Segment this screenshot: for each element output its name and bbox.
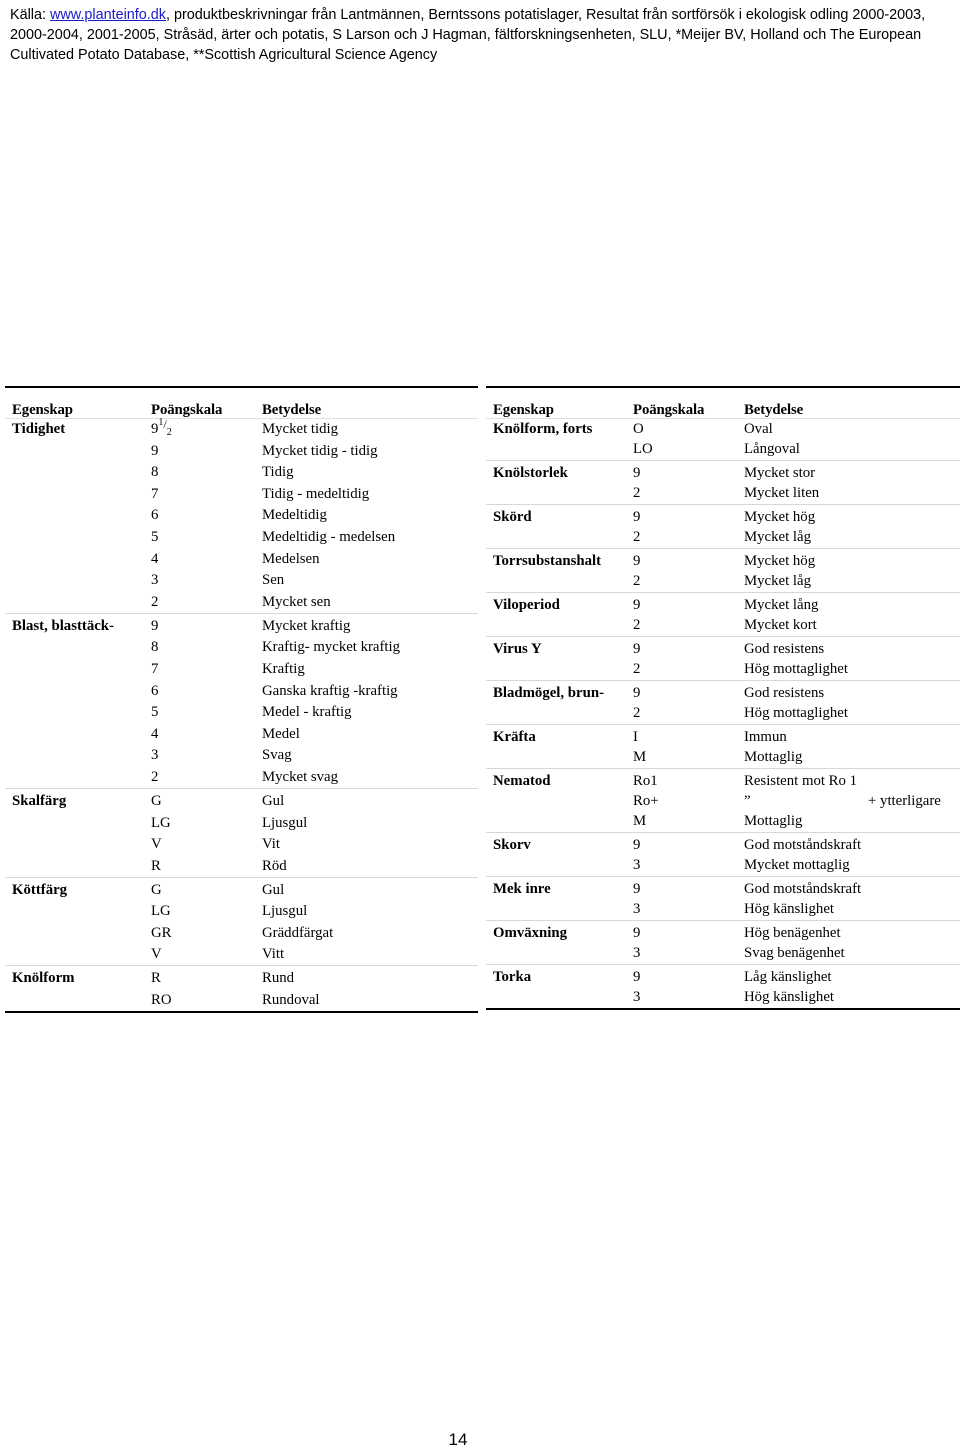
property-group xyxy=(486,419,960,461)
property-name: Skalfärg xyxy=(12,792,67,809)
property-name: Torka xyxy=(493,969,532,985)
meaning-value: Mycket kraftig xyxy=(262,617,351,634)
meaning-value: Röd xyxy=(262,857,287,874)
meaning-value: Mycket hög xyxy=(744,509,816,525)
scale-text: 2 xyxy=(151,768,159,785)
table-row xyxy=(5,923,478,943)
scale-text: 9 xyxy=(633,509,641,525)
source-note xyxy=(10,5,945,65)
meaning-value: Sen xyxy=(262,572,285,589)
property-name: Torrsubstanshalt xyxy=(493,553,601,569)
header-scale: Poängskala xyxy=(633,402,705,418)
table-row xyxy=(5,944,478,964)
meaning-value: Immun xyxy=(744,729,787,745)
scale-text: 2 xyxy=(633,485,641,501)
meaning-value: Mycket låg xyxy=(744,573,811,589)
scale-text: 9 xyxy=(633,881,641,897)
meaning-value: Hög känslighet xyxy=(744,901,835,917)
scale-text: G xyxy=(151,881,162,898)
table-row xyxy=(5,702,478,722)
scale-value xyxy=(151,923,172,943)
scale-text: 3 xyxy=(633,989,641,1005)
scale-value xyxy=(633,483,640,503)
scale-text: 7 xyxy=(151,485,159,502)
meaning-value: Mycket låg xyxy=(744,529,811,545)
table-row xyxy=(5,441,478,461)
table-row xyxy=(5,592,478,612)
scale-text: R xyxy=(151,970,161,987)
meaning-value: Gräddfärgat xyxy=(262,924,334,941)
property-name: Tidighet xyxy=(12,421,66,437)
meaning-value: Gul xyxy=(262,792,285,809)
table-row xyxy=(486,439,960,459)
property-group xyxy=(486,549,960,593)
meaning-value: Mycket lång xyxy=(744,597,819,613)
meaning-value: Tidig xyxy=(262,464,294,481)
scale-text: 9 xyxy=(633,465,641,481)
meaning-value: Gul xyxy=(262,881,285,898)
scale-value xyxy=(151,527,158,547)
scale-text: V xyxy=(151,836,162,853)
property-name: Mek inre xyxy=(493,881,551,897)
meaning-value: Mycket sen xyxy=(262,593,331,610)
property-group xyxy=(486,681,960,725)
scale-value xyxy=(633,835,640,855)
meaning-value: Mycket tidig xyxy=(262,421,339,437)
meaning-value: Mycket tidig - tidig xyxy=(262,442,378,459)
scale-text: I xyxy=(633,729,638,745)
scale-text: 9 xyxy=(633,837,641,853)
property-group xyxy=(486,725,960,769)
property-table-right xyxy=(486,386,960,1010)
property-group xyxy=(486,921,960,965)
table-row xyxy=(5,813,478,833)
scale-value xyxy=(151,813,171,833)
meaning-value: Långoval xyxy=(744,441,800,457)
table-row xyxy=(5,791,478,811)
fraction-slash: / xyxy=(163,417,167,431)
property-group xyxy=(486,833,960,877)
scale-value xyxy=(151,592,158,612)
meaning-value: Hög känslighet xyxy=(744,989,835,1005)
table-row xyxy=(5,527,478,547)
scale-value xyxy=(151,856,161,876)
meaning-value: God motståndskraft xyxy=(744,881,862,897)
meaning-value: Svag xyxy=(262,747,292,764)
scale-text: 2 xyxy=(633,661,641,677)
table-body xyxy=(5,419,478,1013)
property-group xyxy=(486,505,960,549)
property-group xyxy=(5,878,478,967)
property-name: Skorv xyxy=(493,837,531,853)
scale-value xyxy=(151,880,162,900)
table-header xyxy=(5,386,478,419)
meaning-value: Kraftig- mycket kraftig xyxy=(262,639,401,656)
scale-text: O xyxy=(633,421,644,437)
property-name: Viloperiod xyxy=(493,597,560,613)
property-table-left xyxy=(5,386,478,1013)
scale-value xyxy=(633,811,646,831)
scale-text: G xyxy=(151,792,162,809)
table-row xyxy=(486,967,960,987)
table-row xyxy=(5,484,478,504)
scale-value xyxy=(151,702,158,722)
meaning-value: Kraftig xyxy=(262,660,305,677)
scale-value xyxy=(633,747,646,767)
header-meaning: Betydelse xyxy=(744,402,804,418)
meaning-value: Rund xyxy=(262,970,295,987)
scale-value xyxy=(151,745,158,765)
scale-text: 7 xyxy=(151,660,159,677)
table-row xyxy=(486,943,960,963)
meaning-value: Rundoval xyxy=(262,992,320,1009)
meaning-value: Mycket mottaglig xyxy=(744,857,850,873)
scale-value xyxy=(151,549,158,569)
scale-text: 2 xyxy=(633,705,641,721)
scale-value xyxy=(633,507,640,527)
property-name: Blast, blasttäck- xyxy=(12,617,114,634)
table-row xyxy=(5,880,478,900)
scale-text: 9 xyxy=(633,685,641,701)
property-name: Virus Y xyxy=(493,641,542,657)
table-row xyxy=(486,507,960,527)
scale-value xyxy=(633,419,644,439)
meaning-value: Vitt xyxy=(262,946,285,963)
table-row xyxy=(5,968,478,988)
table-row xyxy=(5,616,478,636)
scale-text: Ro+ xyxy=(633,793,659,809)
header-meaning: Betydelse xyxy=(262,402,322,418)
scale-value xyxy=(151,505,158,525)
table-row xyxy=(486,595,960,615)
meaning-value: Mottaglig xyxy=(744,749,803,765)
scale-text: 6 xyxy=(151,507,159,524)
property-group xyxy=(486,593,960,637)
scale-value xyxy=(151,441,158,461)
table-row xyxy=(5,462,478,482)
scale-text: Ro1 xyxy=(633,773,658,789)
scale-text: 8 xyxy=(151,464,159,481)
scale-text: 3 xyxy=(633,901,641,917)
property-group xyxy=(5,966,478,1013)
scale-value xyxy=(151,968,161,988)
scale-value xyxy=(633,791,659,811)
scale-value xyxy=(633,987,640,1007)
scale-value xyxy=(151,484,158,504)
header-property: Egenskap xyxy=(12,402,73,418)
table-row xyxy=(486,551,960,571)
meaning-value: Hög benägenhet xyxy=(744,925,841,941)
table-row xyxy=(5,745,478,765)
table-row xyxy=(486,615,960,635)
scale-value xyxy=(633,463,640,483)
table-row xyxy=(5,856,478,876)
scale-value xyxy=(151,570,158,590)
scale-text: R xyxy=(151,857,161,874)
meaning-value: Svag benägenhet xyxy=(744,945,845,961)
scale-text: M xyxy=(633,749,647,765)
meaning-value: Vit xyxy=(262,836,281,853)
scale-value xyxy=(633,595,640,615)
scale-value xyxy=(151,990,172,1010)
scale-value xyxy=(151,659,158,679)
table-row xyxy=(486,419,960,439)
scale-text: 9 xyxy=(633,969,641,985)
scale-text: 9 xyxy=(151,442,159,459)
meaning-value: Oval xyxy=(744,421,773,437)
scale-text: 9 xyxy=(633,925,641,941)
meaning-value: God resistens xyxy=(744,641,825,657)
scale-text: GR xyxy=(151,924,172,941)
scale-text: LO xyxy=(633,441,653,457)
table-header xyxy=(486,386,960,419)
scale-text: V xyxy=(151,946,162,963)
meaning-value: Hög mottaglighet xyxy=(744,661,848,677)
meaning-value: Mottaglig xyxy=(744,813,803,829)
scale-text: 4 xyxy=(151,725,159,742)
meaning-value: Ljusgul xyxy=(262,814,308,831)
scale-value xyxy=(151,462,158,482)
table-row xyxy=(5,637,478,657)
scale-value xyxy=(633,683,640,703)
table-row xyxy=(486,987,960,1007)
scale-value xyxy=(633,855,640,875)
meaning-value: Låg känslighet xyxy=(744,969,832,985)
scale-text: 2 xyxy=(633,529,641,545)
scale-value xyxy=(151,767,158,787)
table-row xyxy=(486,791,960,811)
table-row xyxy=(486,835,960,855)
meaning-value: Mycket hög xyxy=(744,553,816,569)
property-name: Knölform, forts xyxy=(493,421,593,437)
table-row xyxy=(486,483,960,503)
table-row xyxy=(5,901,478,921)
property-name: Köttfärg xyxy=(12,881,68,898)
scale-text: 4 xyxy=(151,550,159,567)
meaning-value: Medel xyxy=(262,725,300,742)
property-group xyxy=(486,965,960,1010)
scale-value xyxy=(633,527,640,547)
table-row xyxy=(486,463,960,483)
table-row xyxy=(5,834,478,854)
scale-value xyxy=(151,944,162,964)
scale-text: 9 xyxy=(151,617,159,634)
meaning-value: ” xyxy=(744,793,751,809)
scale-value xyxy=(633,771,658,791)
meaning-value: Medelsen xyxy=(262,550,320,567)
meaning-value: God motståndskraft xyxy=(744,837,862,853)
property-group xyxy=(486,877,960,921)
scale-value xyxy=(633,659,640,679)
scale-text: 5 xyxy=(151,528,159,545)
scale-text: 2 xyxy=(633,573,641,589)
table-row xyxy=(486,923,960,943)
scale-text: LG xyxy=(151,903,171,920)
scale-text: 9 xyxy=(633,641,641,657)
meaning-extra: + ytterligare xyxy=(868,793,941,809)
property-name: Knölstorlek xyxy=(493,465,568,481)
header-scale: Poängskala xyxy=(151,402,223,418)
property-group xyxy=(5,614,478,789)
property-group xyxy=(5,789,478,878)
scale-value xyxy=(151,901,171,921)
scale-text: 9 xyxy=(633,553,641,569)
source-prefix: Källa: xyxy=(10,7,50,23)
scale-value xyxy=(151,834,162,854)
scale-value xyxy=(633,703,640,723)
table-row xyxy=(5,570,478,590)
property-name: Kräfta xyxy=(493,729,536,745)
scale-text: 3 xyxy=(151,747,159,764)
table-row xyxy=(486,811,960,831)
table-row xyxy=(5,767,478,787)
scale-text: 8 xyxy=(151,639,159,656)
fraction-numerator: 1 xyxy=(158,417,164,428)
table-row xyxy=(486,855,960,875)
property-group xyxy=(486,461,960,505)
source-link[interactable]: www.planteinfo.dk xyxy=(50,7,166,23)
table-row xyxy=(486,899,960,919)
scale-text: 2 xyxy=(151,593,159,610)
property-name: Nematod xyxy=(493,773,551,789)
table-row xyxy=(486,879,960,899)
meaning-value: Ganska kraftig -kraftig xyxy=(262,682,398,699)
table-row xyxy=(486,727,960,747)
property-group xyxy=(486,637,960,681)
fraction-denominator: 2 xyxy=(166,427,172,438)
scale-value xyxy=(633,727,638,747)
scale-text: 3 xyxy=(151,572,159,589)
table-row xyxy=(5,549,478,569)
table-row xyxy=(5,681,478,701)
property-name: Knölform xyxy=(12,970,75,987)
scale-value xyxy=(633,899,640,919)
table-row xyxy=(5,505,478,525)
scale-text: M xyxy=(633,813,647,829)
table-row xyxy=(486,683,960,703)
meaning-value: Mycket svag xyxy=(262,768,339,785)
meaning-value: Medeltidig - medelsen xyxy=(262,528,396,545)
scale-text: RO xyxy=(151,992,172,1009)
property-name: Omväxning xyxy=(493,925,567,941)
scale-text: 3 xyxy=(633,857,641,873)
scale-value xyxy=(633,967,640,987)
scale-text: 9 xyxy=(633,597,641,613)
scale-value xyxy=(633,923,640,943)
scale-value xyxy=(151,681,158,701)
meaning-value: Mycket stor xyxy=(744,465,816,481)
scale-value xyxy=(633,943,640,963)
scale-value xyxy=(151,724,158,744)
scale-value xyxy=(633,879,640,899)
property-name: Bladmögel, brun- xyxy=(493,685,604,701)
meaning-value: Mycket kort xyxy=(744,617,817,633)
table-row xyxy=(5,419,478,439)
table-row xyxy=(5,724,478,744)
page-number: 14 xyxy=(448,1430,468,1449)
scale-value xyxy=(151,791,162,811)
table-row xyxy=(486,771,960,791)
scale-text: 9 xyxy=(151,421,159,437)
meaning-value: Resistent mot Ro 1 xyxy=(744,773,858,789)
scale-text: 6 xyxy=(151,682,159,699)
meaning-value: Medeltidig xyxy=(262,507,327,524)
table-row xyxy=(486,639,960,659)
property-name: Skörd xyxy=(493,509,532,525)
scale-value xyxy=(633,571,640,591)
meaning-value: Mycket liten xyxy=(744,485,820,501)
scale-text: LG xyxy=(151,814,171,831)
scale-value xyxy=(633,551,640,571)
source-text: , produktbeskrivningar från Lantmännen, Berntssons potatislager, Resultat från sortförsök i ekologisk odling 2000-2003, 2000-2004, 2001-2005, Stråsäd, ärter och potatis, S Larson och J Hagman, fältforskningsenheten, SLU, *Meijer BV, Holland och The European Cultivated Potato Database, **Scottish Agricultural Science Agency xyxy=(10,7,926,63)
meaning-value: Hög mottaglighet xyxy=(744,705,848,721)
header-property: Egenskap xyxy=(493,402,554,418)
table-row xyxy=(486,527,960,547)
scale-text: 2 xyxy=(633,617,641,633)
meaning-value: Tidig - medeltidig xyxy=(262,485,370,502)
meaning-value: God resistens xyxy=(744,685,825,701)
meaning-value: Medel - kraftig xyxy=(262,704,352,721)
scale-value xyxy=(151,637,158,657)
table-row xyxy=(486,747,960,767)
table-row xyxy=(486,571,960,591)
property-group xyxy=(486,769,960,833)
table-row xyxy=(5,659,478,679)
table-row xyxy=(486,703,960,723)
scale-value xyxy=(633,639,640,659)
scale-value xyxy=(151,616,158,636)
scale-value xyxy=(633,615,640,635)
table-row xyxy=(5,990,478,1010)
scale-value xyxy=(151,419,172,439)
scale-value xyxy=(633,439,653,459)
property-group xyxy=(5,419,478,614)
scale-text: 3 xyxy=(633,945,641,961)
meaning-value: Ljusgul xyxy=(262,903,308,920)
scale-text: 5 xyxy=(151,704,159,721)
table-body xyxy=(486,419,960,1010)
table-row xyxy=(486,659,960,679)
